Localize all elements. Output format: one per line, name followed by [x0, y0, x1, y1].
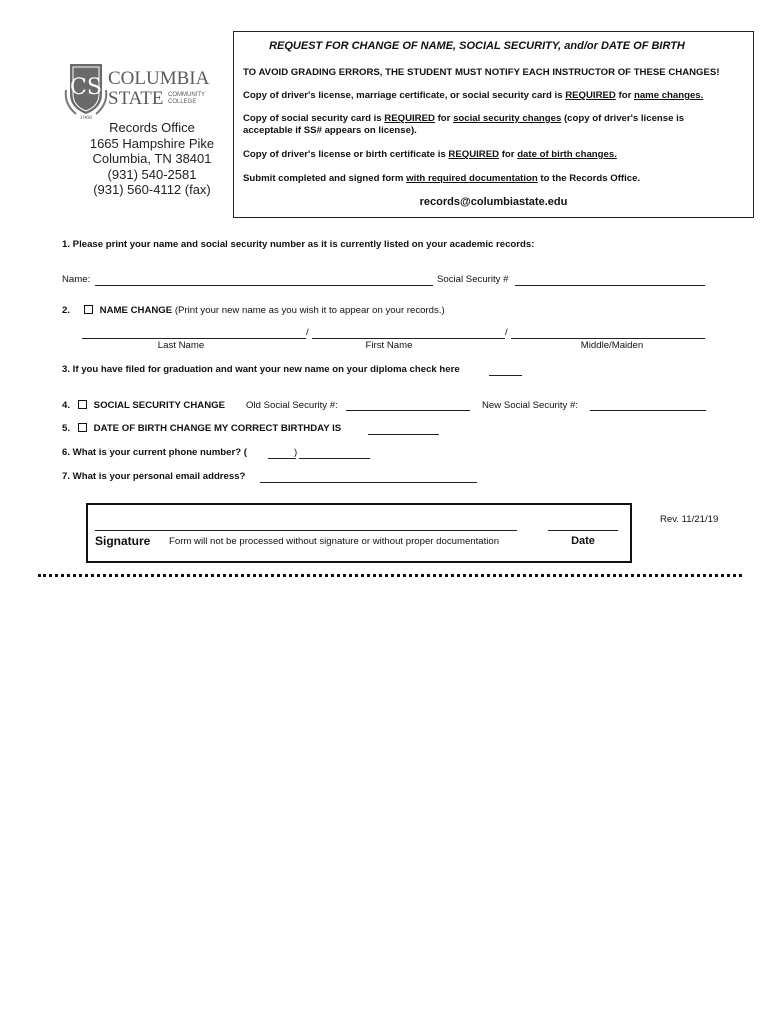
revision-date: Rev. 11/21/19 [660, 514, 719, 525]
records-email[interactable]: records@columbiastate.edu [419, 196, 568, 208]
logo-name-line1: COLUMBIA [108, 68, 210, 89]
new-first-name-field[interactable] [312, 338, 505, 339]
phone-number-field[interactable] [299, 458, 370, 459]
date-label: Date [571, 535, 595, 547]
phone-area-code-field[interactable] [268, 458, 296, 459]
current-ssn-field[interactable] [515, 285, 705, 286]
new-ssn-field[interactable] [590, 410, 706, 411]
office-phone: (931) 540-2581 [107, 166, 197, 182]
question-2 [84, 305, 445, 316]
name-change-checkbox[interactable] [84, 305, 93, 314]
new-ssn-label: New Social Security #: [482, 400, 578, 411]
date-line[interactable] [548, 530, 618, 531]
last-name-caption: Last Name [157, 340, 205, 351]
name-change-label: NAME CHANGE [99, 305, 173, 316]
personal-email-field[interactable] [260, 482, 477, 483]
records-office-address [72, 120, 232, 198]
dob-change-checkbox[interactable] [78, 423, 87, 432]
logo-sub2: COLLEGE [168, 99, 197, 105]
diploma-check-field[interactable] [489, 375, 522, 376]
current-name-field[interactable] [95, 285, 433, 286]
logo-monogram: CS [70, 75, 102, 100]
dotted-divider [38, 574, 742, 577]
question-5 [78, 423, 341, 434]
new-middle-name-field[interactable] [511, 338, 705, 339]
logo-year: 1966 [79, 115, 93, 120]
old-ssn-label: Old Social Security #: [246, 400, 338, 411]
office-street: 1665 Hampshire Pike [89, 135, 215, 151]
college-seal-icon [62, 60, 222, 120]
ssn-change-label: SOCIAL SECURITY CHANGE [93, 400, 225, 411]
signature-label: Signature [95, 534, 151, 548]
logo-sub1: COMMUNITY [168, 92, 205, 98]
first-name-caption: First Name [365, 340, 413, 351]
name-change-note: (Print your new name as you wish it to appear on your records.) [174, 305, 445, 316]
name-separator-1: / [306, 327, 309, 338]
warning-text: TO AVOID GRADING ERRORS, THE STUDENT MUST NOTIFY EACH INSTRUCTOR OF THESE CHANGES! [243, 67, 720, 78]
question-7: 7. What is your personal email address? [62, 471, 246, 482]
question-5-number: 5. [62, 423, 71, 434]
ssn-label: Social Security # [437, 274, 509, 285]
name-label: Name: [62, 274, 91, 285]
question-6: 6. What is your current phone number? ( [62, 447, 247, 458]
old-ssn-field[interactable] [346, 410, 470, 411]
name-separator-2: / [505, 327, 508, 338]
college-logo [62, 60, 222, 120]
name-change-requirement: Copy of driver's license, marriage certificate, or social security card is REQUIRED for name changes. [243, 90, 704, 101]
signature-note: Form will not be processed without signature or without proper documentation [169, 536, 500, 547]
dob-change-requirement: Copy of driver's license or birth certificate is REQUIRED for date of birth changes. [243, 149, 617, 160]
correct-birthday-field[interactable] [368, 434, 439, 435]
signature-line[interactable] [95, 530, 517, 531]
logo-name-line2: STATE [108, 88, 164, 109]
ssn-change-checkbox[interactable] [78, 400, 87, 409]
ssn-change-requirement: Copy of social security card is REQUIRED for social security changes (copy of driver's license is acceptable if SS# appears on license). [243, 113, 685, 136]
question-4 [78, 400, 225, 411]
submit-instructions: Submit completed and signed form with required documentation to the Records Office. [243, 173, 641, 184]
office-fax: (931) 560-4112 (fax) [93, 182, 211, 197]
question-4-number: 4. [62, 400, 71, 411]
office-name: Records Office [109, 120, 195, 135]
question-2-number: 2. [62, 305, 71, 316]
question-1: 1. Please print your name and social security number as it is currently listed on your academic records: [62, 239, 535, 250]
form-title: REQUEST FOR CHANGE OF NAME, SOCIAL SECURITY, and/or DATE OF BIRTH [269, 40, 685, 52]
question-3: 3. If you have filed for graduation and want your new name on your diploma check here [62, 364, 460, 375]
office-city: Columbia, TN 38401 [92, 151, 212, 166]
middle-name-caption: Middle/Maiden [580, 340, 644, 351]
dob-change-label: DATE OF BIRTH CHANGE MY CORRECT BIRTHDAY IS [93, 423, 342, 434]
phone-paren-close: ) [294, 447, 298, 458]
signature-box [86, 503, 632, 563]
new-last-name-field[interactable] [82, 338, 306, 339]
